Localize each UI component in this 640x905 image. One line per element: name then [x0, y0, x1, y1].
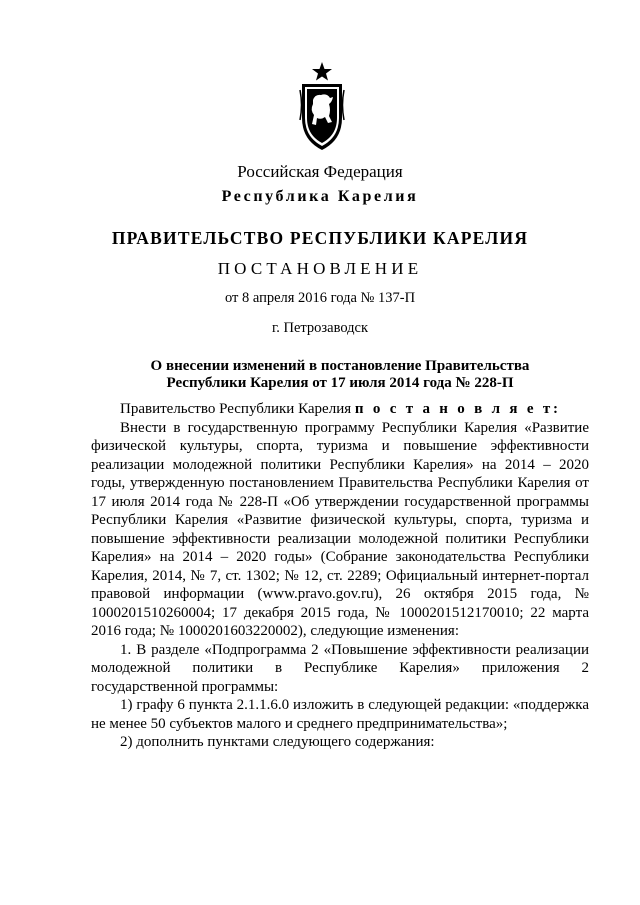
subject-line: Республики Карелия от 17 июля 2014 года № 228-П — [166, 375, 514, 391]
document-date-number: от 8 апреля 2016 года № 137-П — [224, 290, 416, 306]
subject-line: О внесении изменений в постановление Правительства — [150, 358, 530, 374]
resolves-word: п о с т а н о в л я е т: — [354, 401, 561, 417]
region-name: Республика Карелия — [221, 188, 419, 205]
document-city: г. Петрозаводск — [271, 320, 369, 336]
government-title: ПРАВИТЕЛЬСТВО РЕСПУБЛИКИ КАРЕЛИЯ — [111, 228, 529, 248]
paragraph-subitem-1: 1) графу 6 пункта 2.1.1.6.0 изложить в следующей редакции: «поддержка не менее 50 субъектов малого и среднего предпринимательства»; — [91, 697, 589, 732]
document-body — [91, 400, 589, 752]
paragraph-main: Внести в государственную программу Республики Карелия «Развитие физической культуры, спорта, туризма и повышение эффективности реализации молодежной политики Республики Карелия» на 2014 – 2020 годы, утвержденную постановлением Правительства Республики Карелия от 17 июля 2014 года № 228-П «Об утверждении государственной программы Республики Карелия «Развитие физической культуры, спорта, туризма и повышение эффективности реализации молодежной политики Республики Карелия» на 2014 – 2020 годы» (Собрание законодательства Республики Карелия, 2014, № 7, ст. 1302; № 12, ст. 2289; Официальный интернет-портал правовой информации (www.pravo.gov.ru), 26 октября 2015 года, № 1000201510260004; 17 декабря 2015 года, № 1000201512170010; 22 марта 2016 года; № 1000201603220002), следующие изменения: — [91, 419, 589, 639]
coat-of-arms-karelia-icon — [299, 60, 345, 152]
resolution-intro — [91, 400, 589, 419]
country-name: Российская Федерация — [237, 162, 403, 181]
paragraph-item-1: 1. В разделе «Подпрограмма 2 «Повышение эффективности реализации молодежной политики в Республике Карелия» приложения 2 государственной программы: — [91, 641, 589, 695]
document-type: ПОСТАНОВЛЕНИЕ — [217, 259, 423, 278]
intro-text: Правительство Республики Карелия — [120, 401, 355, 417]
paragraph-subitem-2: 2) дополнить пунктами следующего содержания: — [120, 734, 435, 750]
document-subject — [120, 358, 560, 392]
